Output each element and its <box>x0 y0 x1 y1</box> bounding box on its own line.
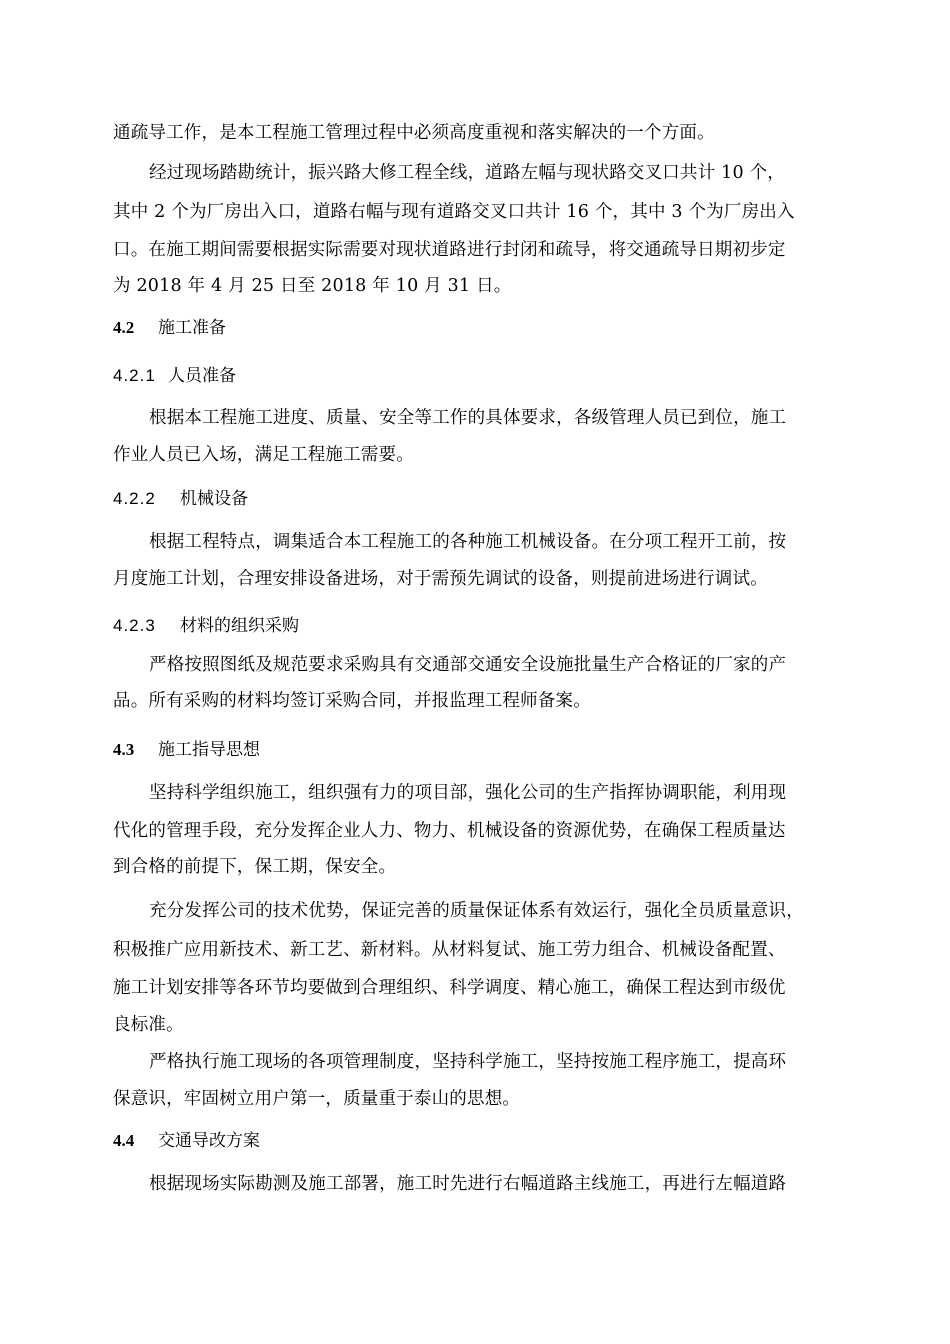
section-title: 施工指导思想 <box>158 740 260 760</box>
paragraph-line: 坚持科学组织施工，组织强有力的项目部，强化公司的生产指挥协调职能，利用现 <box>149 783 787 803</box>
paragraph-line: 严格按照图纸及规范要求采购具有交通部交通安全设施批量生产合格证的厂家的产 <box>149 655 787 675</box>
section-number: 4.2.3 <box>113 616 156 635</box>
paragraph-line: 品。所有采购的材料均签订采购合同，并报监理工程师备案。 <box>113 691 591 711</box>
paragraph-line: 月度施工计划，合理安排设备进场，对于需预先调试的设备，则提前进场进行调试。 <box>113 569 768 589</box>
paragraph-line: 为 2018 年 4 月 25 日至 2018 年 10 月 31 日。 <box>113 276 512 296</box>
section-number: 4.2 <box>113 318 135 337</box>
paragraph-line: 作业人员已入场，满足工程施工需要。 <box>113 445 414 465</box>
section-title: 人员准备 <box>168 366 236 386</box>
section-number: 4.2.1 <box>113 366 156 385</box>
section-number: 4.2.2 <box>113 489 156 508</box>
section-title: 交通导改方案 <box>158 1131 260 1151</box>
paragraph-line: 保意识，牢固树立用户第一，质量重于泰山的思想。 <box>113 1089 521 1109</box>
paragraph-line: 严格执行施工现场的各项管理制度，坚持科学施工，坚持按施工程序施工，提高环 <box>149 1052 787 1072</box>
paragraph-line: 充分发挥公司的技术优势，保证完善的质量保证体系有效运行，强化全员质量意识， <box>149 901 804 921</box>
paragraph-line: 到合格的前提下，保工期，保安全。 <box>113 857 397 877</box>
paragraph-line: 代化的管理手段，充分发挥企业人力、物力、机械设备的资源优势，在确保工程质量达 <box>113 821 786 841</box>
paragraph-line: 其中 2 个为厂房出入口，道路右幅与现有道路交叉口共计 16 个，其中 3 个为厂房出入 <box>113 202 795 222</box>
section-title: 材料的组织采购 <box>180 616 299 636</box>
paragraph-line: 口。在施工期间需要根据实际需要对现状道路进行封闭和疏导，将交通疏导日期初步定 <box>113 240 786 260</box>
paragraph-line: 施工计划安排等各环节均要做到合理组织、科学调度、精心施工，确保工程达到市级优 <box>113 978 786 998</box>
section-number: 4.3 <box>113 740 135 759</box>
paragraph-line: 积极推广应用新技术、新工艺、新材料。从材料复试、施工劳力组合、机械设备配置、 <box>113 940 786 960</box>
paragraph-line: 经过现场踏勘统计，振兴路大修工程全线，道路左幅与现状路交叉口共计 10 个， <box>149 163 785 183</box>
paragraph-line: 根据现场实际勘测及施工部署，施工时先进行右幅道路主线施工，再进行左幅道路 <box>149 1174 787 1194</box>
section-number: 4.4 <box>113 1131 135 1150</box>
paragraph-line: 良标准。 <box>113 1015 184 1035</box>
paragraph-line: 通疏导工作，是本工程施工管理过程中必须高度重视和落实解决的一个方面。 <box>113 123 715 143</box>
paragraph-line: 根据本工程施工进度、质量、安全等工作的具体要求，各级管理人员已到位，施工 <box>149 408 787 428</box>
section-title: 施工准备 <box>158 318 226 338</box>
paragraph-line: 根据工程特点，调集适合本工程施工的各种施工机械设备。在分项工程开工前，按 <box>149 532 787 552</box>
section-title: 机械设备 <box>180 489 248 509</box>
